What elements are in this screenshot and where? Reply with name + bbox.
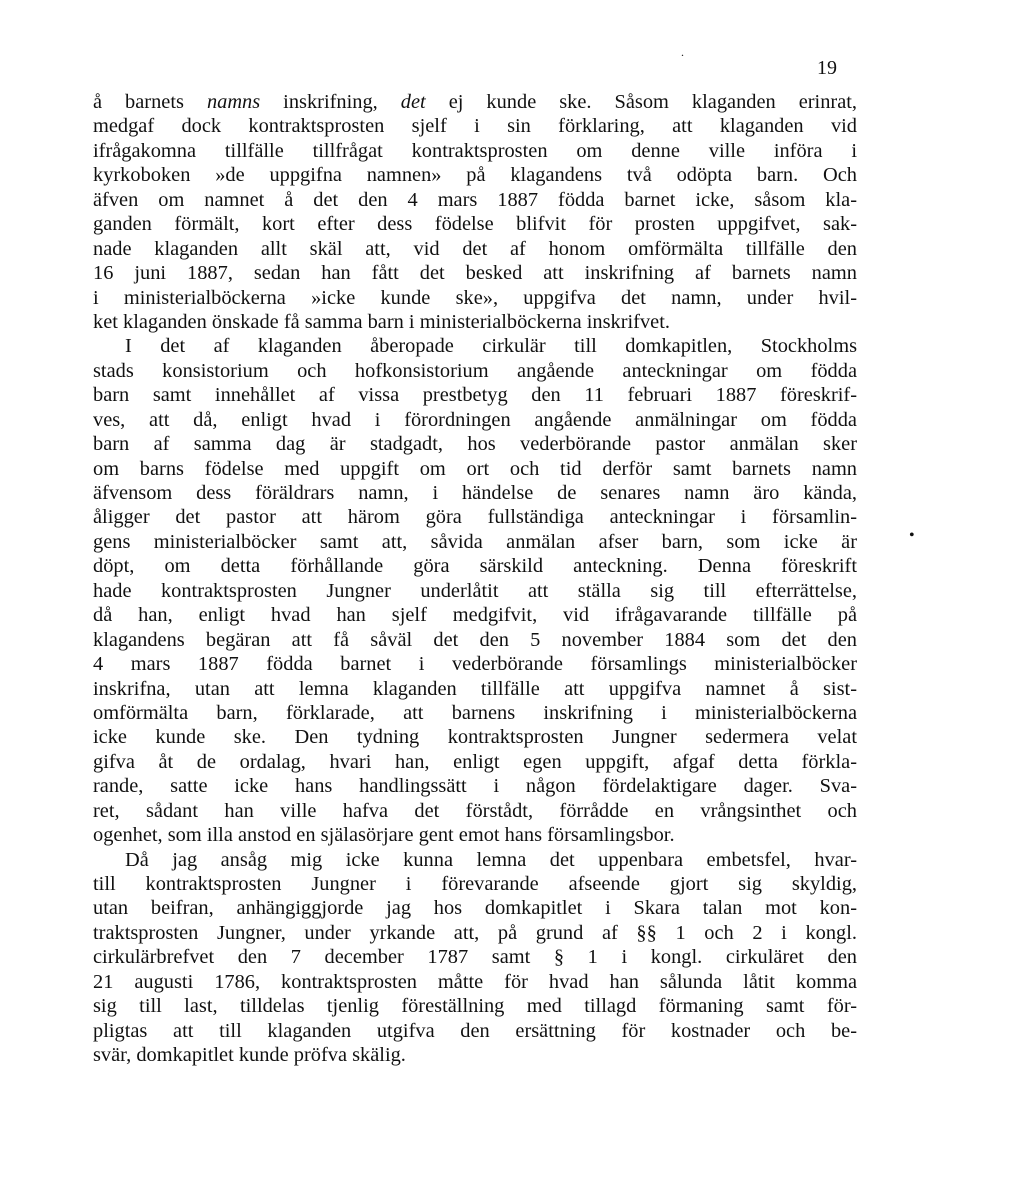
text-line: om barns födelse med uppgift om ort och tid derför samt barnets namn xyxy=(93,457,857,480)
text-run: ej kunde ske. Såsom klaganden erinrat, xyxy=(425,91,858,113)
text-line: äfven om namnet å det den 4 mars 1887 födda barnet icke, såsom kla- xyxy=(93,188,857,211)
text-line: till kontraktsprosten Jungner i förevarande afseende gjort sig skyldig, xyxy=(93,873,857,895)
text-line: nade klaganden allt skäl att, vid det af honom omförmälta tillfälle den xyxy=(93,237,857,260)
text-line: ogenhet, som illa anstod en själasörjare gent emot hans församlingsbor. xyxy=(93,824,675,847)
paragraph-start-line: I det af klaganden åberopade cirkulär till domkapitlen, Stockholms xyxy=(125,335,857,358)
text-line: ves, att då, enligt hvad i förordningen angående anmälningar om födda xyxy=(93,408,857,431)
text-line: klagandens begäran att få såväl det den 5 november 1884 som det den xyxy=(93,628,857,651)
page-number: 19 xyxy=(817,57,837,79)
text-line: pligtas att till klaganden utgifva den ersättning för kostnader och be- xyxy=(93,1019,857,1042)
text-line: då han, enligt hvad han sjelf medgifvit, vid ifrågavarande tillfälle på xyxy=(93,604,857,627)
paragraph-start-line: Då jag ansåg mig icke kunna lemna det uppenbara embetsfel, hvar- xyxy=(125,848,857,871)
text-line: 16 juni 1887, sedan han fått det besked att inskrifning af barnets namn xyxy=(93,262,857,285)
text-line: utan beifran, anhängiggjorde jag hos domkapitlet i Skara talan mot kon- xyxy=(93,897,857,920)
text-run: å barnets xyxy=(93,91,207,113)
italic-word: namns xyxy=(206,91,261,113)
italic-word: det xyxy=(400,91,426,113)
text-line: döpt, om detta förhållande göra särskild anteckning. Denna föreskrift xyxy=(93,555,857,578)
text-line: sig till last, tilldelas tjenlig föreställning med tillagd förmaning samt för- xyxy=(93,995,857,1018)
text-line: ret, sådant han ville hafva det förstådt, förrådde en vrångsinthet och xyxy=(93,799,857,822)
text-line: åligger det pastor att härom göra fullständiga anteckningar i församlin- xyxy=(93,506,857,529)
text-line: hade kontraktsprosten Jungner underlåtit att ställa sig till efterrättelse, xyxy=(93,579,857,602)
text-line: stads konsistorium och hofkonsistorium angående anteckningar om födda xyxy=(93,359,857,382)
text-line: gifva åt de ordalag, hvari han, enligt egen uppgift, afgaf detta förkla- xyxy=(93,750,857,773)
text-line: gens ministerialböcker samt att, såvida anmälan afser barn, som icke är xyxy=(93,530,857,553)
text-line: ket klaganden önskade få samma barn i ministerialböckerna inskrifvet. xyxy=(93,310,670,333)
text-run: inskrifning, xyxy=(260,91,401,113)
text-line: rande, satte icke hans handlingssätt i någon fördelaktigare dager. Sva- xyxy=(93,775,857,798)
text-line: ganden förmält, kort efter dess födelse blifvit för prosten uppgifvet, sak- xyxy=(93,213,857,236)
text-line: traktsprosten Jungner, under yrkande att, på grund af §§ 1 och 2 i kongl. xyxy=(93,921,857,944)
text-line: i ministerialböckerna »icke kunde ske», uppgifva det namn, under hvil- xyxy=(93,286,857,309)
body-text xyxy=(93,90,857,1068)
text-line: 21 augusti 1786, kontraktsprosten måtte för hvad han sålunda låtit komma xyxy=(93,970,857,993)
top-dot-mark: . xyxy=(681,45,684,59)
text-line: cirkulärbrefvet den 7 december 1787 samt § 1 i kongl. cirkuläret den xyxy=(93,946,857,969)
text-line xyxy=(93,90,857,114)
text-line: omförmälta barn, förklarade, att barnens inskrifning i ministerialböckerna xyxy=(93,701,857,724)
text-line: äfvensom dess föräldrars namn, i händelse de senares namn äro kända, xyxy=(93,482,857,504)
text-line: kyrkoboken »de uppgifna namnen» på klagandens två odöpta barn. Och xyxy=(93,164,857,187)
text-line: medgaf dock kontraktsprosten sjelf i sin förklaring, att klaganden vid xyxy=(93,115,857,138)
margin-bullet-mark: • xyxy=(909,527,915,544)
text-line: icke kunde ske. Den tydning kontraktsprosten Jungner sedermera velat xyxy=(93,726,857,749)
text-line: ifrågakomna tillfälle tillfrågat kontraktsprosten om denne ville införa i xyxy=(93,139,857,162)
text-line: inskrifna, utan att lemna klaganden tillfälle att uppgifva namnet å sist- xyxy=(93,677,857,700)
text-line: barn af samma dag är stadgadt, hos vederbörande pastor anmälan sker xyxy=(93,433,857,456)
text-line: barn samt innehållet af vissa prestbetyg den 11 februari 1887 föreskrif- xyxy=(93,384,857,407)
text-line: svär, domkapitlet kunde pröfva skälig. xyxy=(93,1044,406,1067)
text-line: 4 mars 1887 födda barnet i vederbörande församlings ministerialböcker xyxy=(93,653,857,676)
